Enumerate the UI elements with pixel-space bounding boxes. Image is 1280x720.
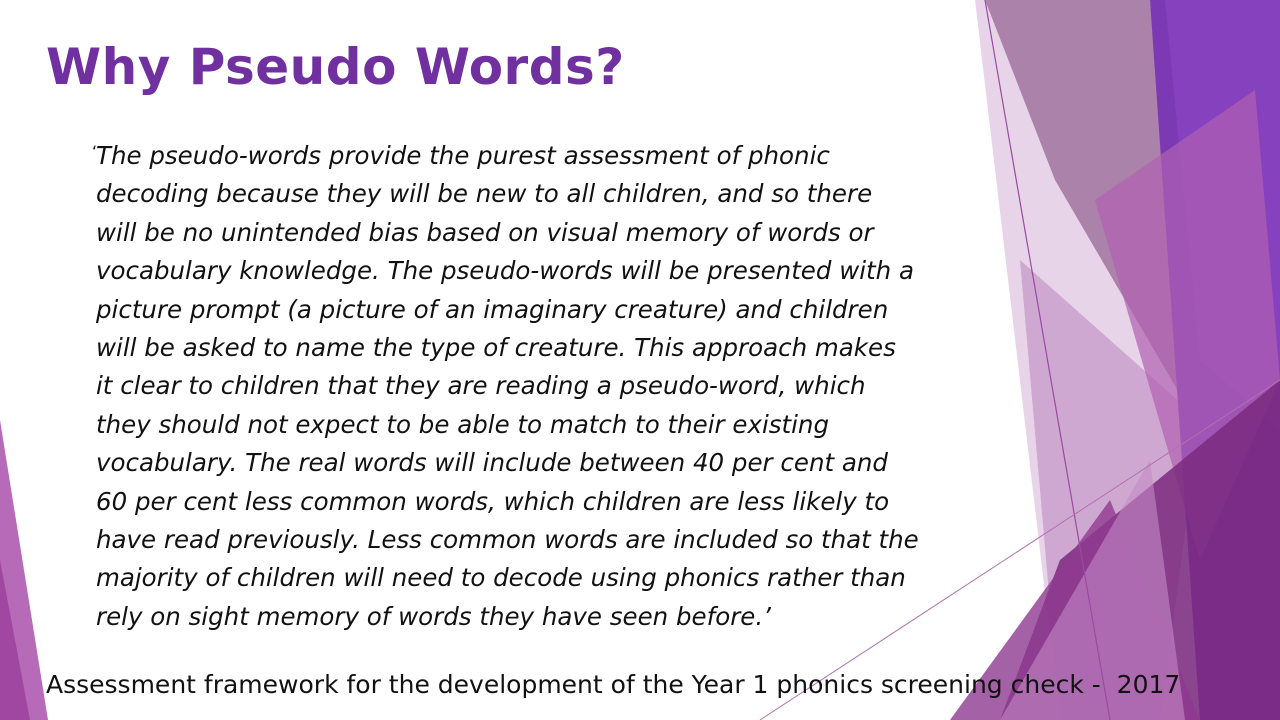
- quote-line: will be no unintended bias based on visual memory of words or: [96, 217, 874, 247]
- quote-line: decoding because they will be new to all children, and so there: [96, 179, 873, 209]
- quote-line: The pseudo-words provide the purest assessment of phonic: [96, 141, 830, 170]
- quote-line: have read previously. Less common words are included so that the: [96, 525, 919, 555]
- quote-line: vocabulary knowledge. The pseudo-words will be presented with a: [96, 256, 914, 286]
- source-citation: Assessment framework for the development of the Year 1 phonics screening check - 2017: [46, 670, 1181, 699]
- quote-line: will be asked to name the type of creature. This approach makes: [96, 333, 896, 363]
- quote-body: [96, 137, 966, 636]
- quote-line: it clear to children that they are reading a pseudo-word, which: [96, 371, 866, 401]
- slide-title: Why Pseudo Words?: [46, 38, 625, 96]
- quote-line: 60 per cent less common words, which children are less likely to: [96, 486, 890, 516]
- quote-line: they should not expect to be able to match to their existing: [96, 409, 830, 439]
- quote-line: picture prompt (a picture of an imaginary creature) and children: [96, 294, 889, 324]
- opening-quote-mark: ‘: [92, 142, 98, 161]
- quote-line: majority of children will need to decode using phonics rather than: [96, 563, 906, 593]
- quote-line: vocabulary. The real words will include between 40 per cent and: [96, 448, 888, 478]
- quote-line: rely on sight memory of words they have seen before.’: [96, 601, 771, 631]
